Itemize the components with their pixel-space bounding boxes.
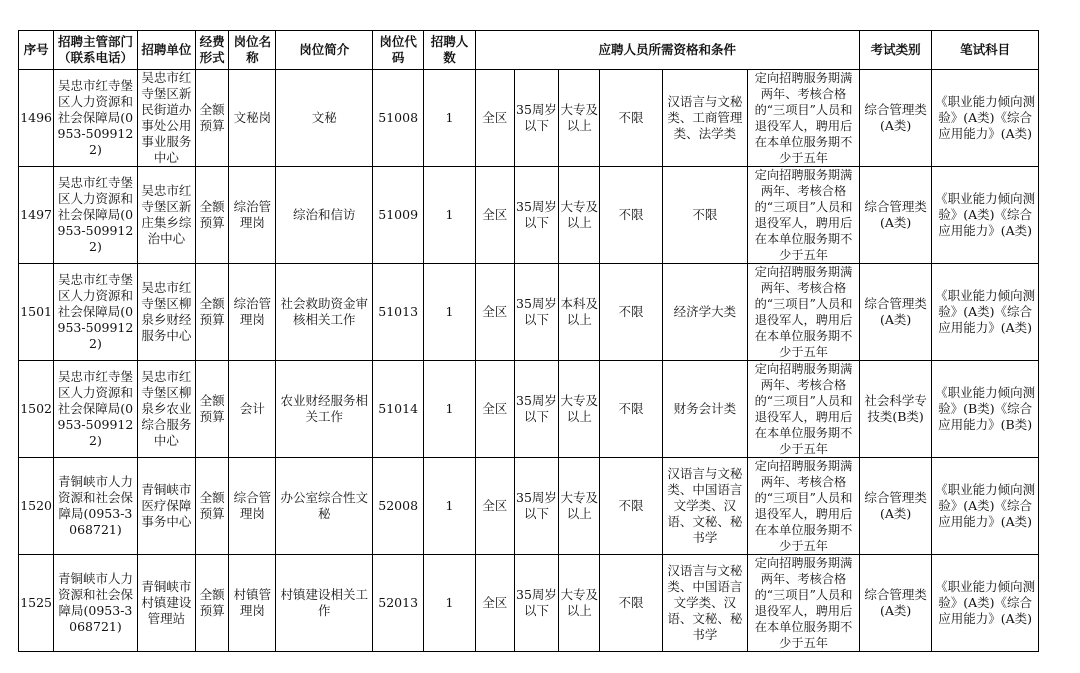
code-cell: 51008: [373, 70, 424, 167]
unit-cell: 吴忠市红寺堡区柳泉乡财经服务中心: [137, 264, 195, 361]
region-cell: 全区: [475, 167, 514, 264]
code-cell: 51009: [373, 167, 424, 264]
education-cell: 大专及以上: [559, 555, 600, 652]
region-cell: 全区: [475, 458, 514, 555]
subjects-cell: 《职业能力倾向测验》(B类)《综合应用能力》(B类): [932, 361, 1039, 458]
table-row: [19, 555, 1039, 652]
seq-cell: 1497: [19, 167, 54, 264]
header-subjects: 笔试科目: [932, 31, 1039, 70]
region-cell: 全区: [475, 70, 514, 167]
subjects-cell: 《职业能力倾向测验》(A类)《综合应用能力》(A类): [932, 264, 1039, 361]
seq-cell: 1501: [19, 264, 54, 361]
dept-cell: 吴忠市红寺堡区人力资源和社会保障局(0953-5099122): [54, 167, 137, 264]
intro-cell: 综治和信访: [276, 167, 373, 264]
degree-cell: 不限: [600, 70, 662, 167]
region-cell: 全区: [475, 361, 514, 458]
major-cell: 财务会计类: [662, 361, 747, 458]
education-cell: 本科及以上: [559, 264, 600, 361]
exam-type-cell: 综合管理类(A类): [859, 167, 931, 264]
education-cell: 大专及以上: [559, 70, 600, 167]
intro-cell: 社会救助资金审核相关工作: [276, 264, 373, 361]
post-cell: 村镇管理岗: [229, 555, 276, 652]
dept-cell: 吴忠市红寺堡区人力资源和社会保障局(0953-5099122): [54, 264, 137, 361]
intro-cell: 办公室综合性文秘: [276, 458, 373, 555]
code-cell: 52008: [373, 458, 424, 555]
degree-cell: 不限: [600, 555, 662, 652]
funding-cell: 全额预算: [196, 167, 229, 264]
header-dept: 招聘主管部门（联系电话）: [54, 31, 137, 70]
major-cell: 汉语言与文秘类、工商管理类、法学类: [662, 70, 747, 167]
table-body: [19, 70, 1039, 652]
header-exam: 考试类别: [859, 31, 931, 70]
seq-cell: 1502: [19, 361, 54, 458]
table-row: [19, 70, 1039, 167]
header-funding: 经费形式: [196, 31, 229, 70]
degree-cell: 不限: [600, 361, 662, 458]
exam-type-cell: 社会科学专技类(B类): [859, 361, 931, 458]
funding-cell: 全额预算: [196, 458, 229, 555]
seq-cell: 1525: [19, 555, 54, 652]
header-unit: 招聘单位: [137, 31, 195, 70]
other-conditions-cell: 定向招聘服务期满两年、考核合格的“三项目”人员和退役军人，聘用后在本单位服务期不少于五年: [748, 361, 860, 458]
subjects-cell: 《职业能力倾向测验》(A类)《综合应用能力》(A类): [932, 458, 1039, 555]
age-cell: 35周岁以下: [514, 167, 558, 264]
count-cell: 1: [424, 167, 475, 264]
exam-type-cell: 综合管理类(A类): [859, 555, 931, 652]
code-cell: 52013: [373, 555, 424, 652]
major-cell: 不限: [662, 167, 747, 264]
seq-cell: 1496: [19, 70, 54, 167]
count-cell: 1: [424, 361, 475, 458]
seq-cell: 1520: [19, 458, 54, 555]
count-cell: 1: [424, 555, 475, 652]
header-row: [19, 31, 1039, 70]
unit-cell: 青铜峡市村镇建设管理站: [137, 555, 195, 652]
other-conditions-cell: 定向招聘服务期满两年、考核合格的“三项目”人员和退役军人，聘用后在本单位服务期不少于五年: [748, 458, 860, 555]
exam-type-cell: 综合管理类(A类): [859, 70, 931, 167]
header-post: 岗位名称: [229, 31, 276, 70]
other-conditions-cell: 定向招聘服务期满两年、考核合格的“三项目”人员和退役军人，聘用后在本单位服务期不少于五年: [748, 70, 860, 167]
major-cell: 经济学大类: [662, 264, 747, 361]
table-row: [19, 458, 1039, 555]
table-row: [19, 264, 1039, 361]
header-count: 招聘人数: [424, 31, 475, 70]
major-cell: 汉语言与文秘类、中国语言文学类、汉语、文秘、秘书学: [662, 555, 747, 652]
degree-cell: 不限: [600, 458, 662, 555]
education-cell: 大专及以上: [559, 458, 600, 555]
major-cell: 汉语言与文秘类、中国语言文学类、汉语、文秘、秘书学: [662, 458, 747, 555]
exam-type-cell: 综合管理类(A类): [859, 458, 931, 555]
post-cell: 文秘岗: [229, 70, 276, 167]
education-cell: 大专及以上: [559, 167, 600, 264]
degree-cell: 不限: [600, 167, 662, 264]
subjects-cell: 《职业能力倾向测验》(A类)《综合应用能力》(A类): [932, 167, 1039, 264]
funding-cell: 全额预算: [196, 70, 229, 167]
subjects-cell: 《职业能力倾向测验》(A类)《综合应用能力》(A类): [932, 555, 1039, 652]
other-conditions-cell: 定向招聘服务期满两年、考核合格的“三项目”人员和退役军人，聘用后在本单位服务期不少于五年: [748, 167, 860, 264]
count-cell: 1: [424, 70, 475, 167]
header-requirements: 应聘人员所需资格和条件: [475, 31, 859, 70]
code-cell: 51014: [373, 361, 424, 458]
unit-cell: 吴忠市红寺堡区新庄集乡综治中心: [137, 167, 195, 264]
funding-cell: 全额预算: [196, 264, 229, 361]
dept-cell: 青铜峡市人力资源和社会保障局(0953-3068721): [54, 458, 137, 555]
count-cell: 1: [424, 458, 475, 555]
age-cell: 35周岁以下: [514, 555, 558, 652]
intro-cell: 农业财经服务相关工作: [276, 361, 373, 458]
post-cell: 综治管理岗: [229, 264, 276, 361]
subjects-cell: 《职业能力倾向测验》(A类)《综合应用能力》(A类): [932, 70, 1039, 167]
dept-cell: 青铜峡市人力资源和社会保障局(0953-3068721): [54, 555, 137, 652]
age-cell: 35周岁以下: [514, 264, 558, 361]
other-conditions-cell: 定向招聘服务期满两年、考核合格的“三项目”人员和退役军人，聘用后在本单位服务期不少于五年: [748, 555, 860, 652]
region-cell: 全区: [475, 555, 514, 652]
dept-cell: 吴忠市红寺堡区人力资源和社会保障局(0953-5099122): [54, 70, 137, 167]
exam-type-cell: 综合管理类(A类): [859, 264, 931, 361]
degree-cell: 不限: [600, 264, 662, 361]
post-cell: 会计: [229, 361, 276, 458]
region-cell: 全区: [475, 264, 514, 361]
header-seq: 序号: [19, 31, 54, 70]
unit-cell: 青铜峡市医疗保障事务中心: [137, 458, 195, 555]
age-cell: 35周岁以下: [514, 70, 558, 167]
code-cell: 51013: [373, 264, 424, 361]
recruitment-table: [18, 30, 1039, 652]
intro-cell: 文秘: [276, 70, 373, 167]
table-row: [19, 361, 1039, 458]
age-cell: 35周岁以下: [514, 361, 558, 458]
unit-cell: 吴忠市红寺堡区柳泉乡农业综合服务中心: [137, 361, 195, 458]
unit-cell: 吴忠市红寺堡区新民街道办事处公用事业服务中心: [137, 70, 195, 167]
other-conditions-cell: 定向招聘服务期满两年、考核合格的“三项目”人员和退役军人，聘用后在本单位服务期不少于五年: [748, 264, 860, 361]
post-cell: 综合管理岗: [229, 458, 276, 555]
count-cell: 1: [424, 264, 475, 361]
header-intro: 岗位简介: [276, 31, 373, 70]
age-cell: 35周岁以下: [514, 458, 558, 555]
dept-cell: 吴忠市红寺堡区人力资源和社会保障局(0953-5099122): [54, 361, 137, 458]
intro-cell: 村镇建设相关工作: [276, 555, 373, 652]
table-row: [19, 167, 1039, 264]
post-cell: 综治管理岗: [229, 167, 276, 264]
education-cell: 大专及以上: [559, 361, 600, 458]
funding-cell: 全额预算: [196, 361, 229, 458]
header-code: 岗位代码: [373, 31, 424, 70]
funding-cell: 全额预算: [196, 555, 229, 652]
